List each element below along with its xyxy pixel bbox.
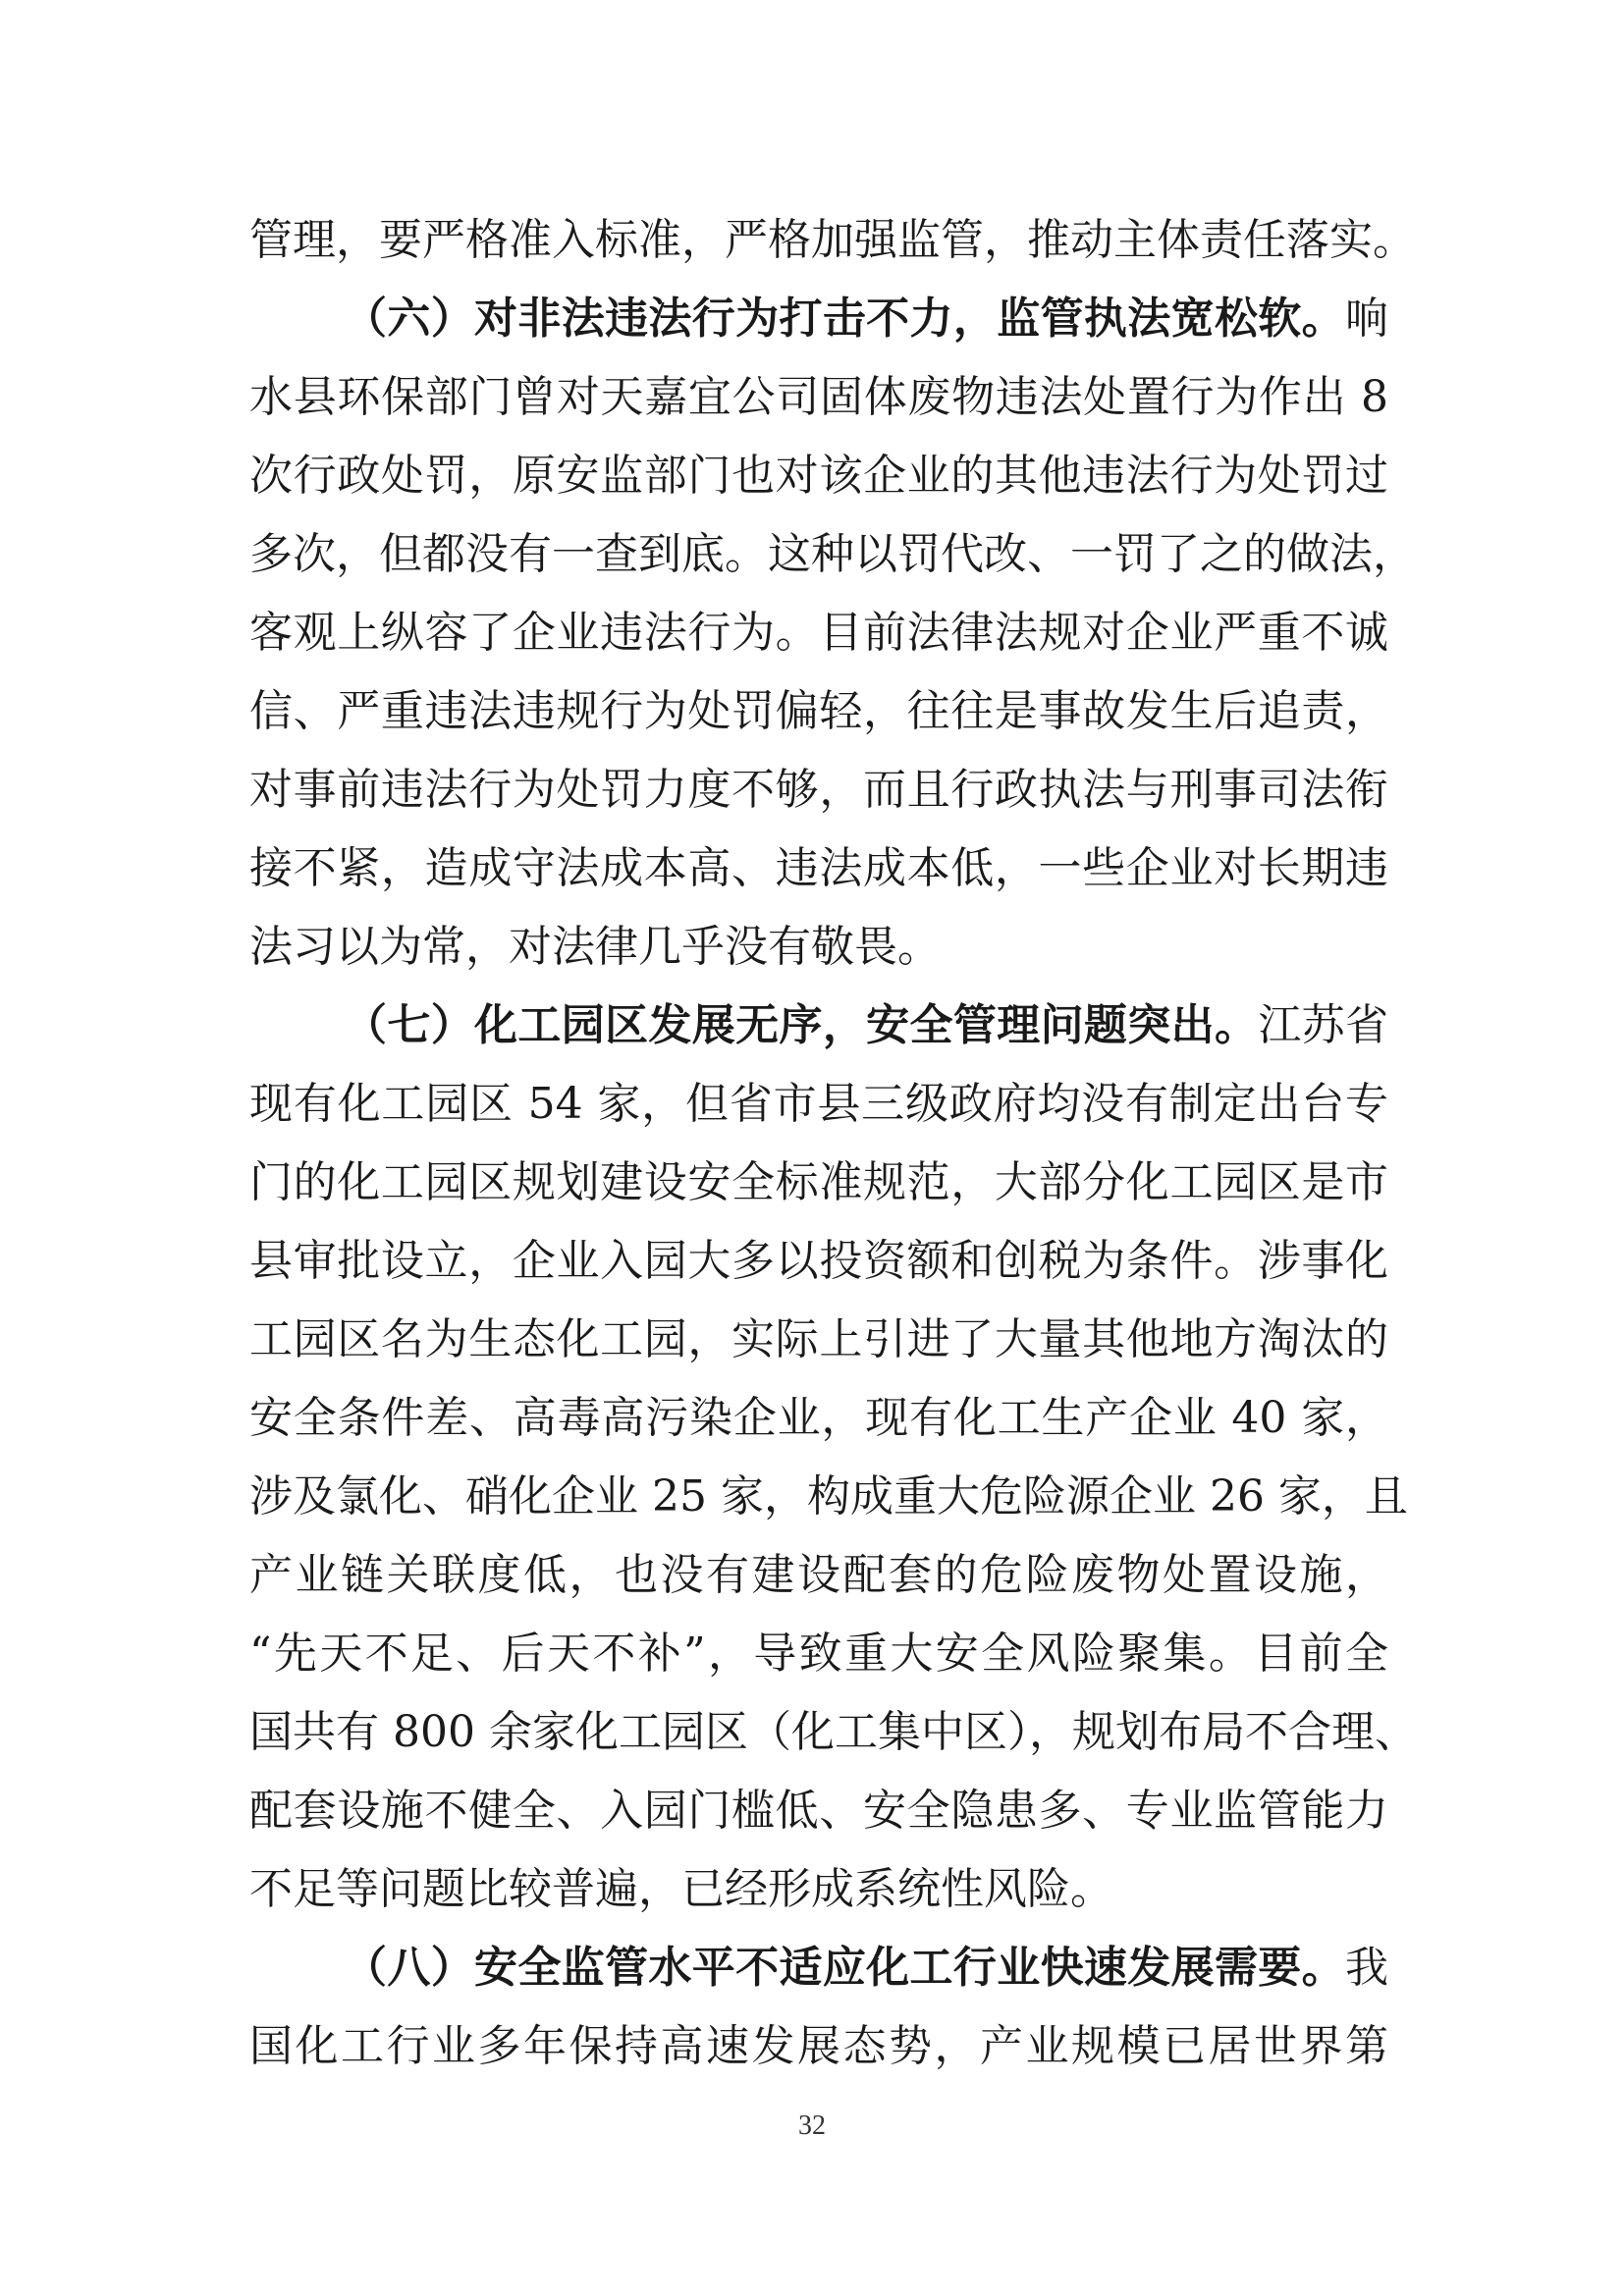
text-line: 次行政处罚，原安监部门也对该企业的其他违法行为处罚过 [249, 451, 1388, 501]
section-heading-line [249, 1929, 1388, 2007]
page-number: 32 [798, 2110, 826, 2141]
text-line: 工园区名为生态化工园，实际上引进了大量其他地方淘汰的 [249, 1314, 1388, 1364]
text-line: 产业链关联度低，也没有建设配套的危险废物处置设施， [249, 1550, 1388, 1600]
text-line: 国共有 800 余家化工园区（化工集中区），规划布局不合理、 [249, 1707, 1418, 1757]
text-line: 涉及氯化、硝化企业 25 家，构成重大危险源企业 26 家，且 [249, 1471, 1408, 1522]
text-line: 多次，但都没有一查到底。这种以罚代改、一罚了之的做法， [249, 529, 1416, 579]
text-line: 门的化工园区规划建设安全标准规范，大部分化工园区是市 [249, 1157, 1388, 1207]
text-line: 接不紧，造成守法成本高、违法成本低，一些企业对长期违 [249, 843, 1388, 893]
section-heading: （七）化工园区发展无序，安全管理问题突出。 [344, 1000, 1259, 1050]
text-line: 对事前违法行为处罚力度不够，而且行政执法与刑事司法衔 [249, 765, 1388, 815]
text-line: 信、严重违法违规行为处罚偏轻，往往是事故发生后追责， [249, 686, 1388, 736]
text-line: 法习以为常，对法律几乎没有敬畏。 [249, 922, 941, 972]
text-line: 配套设施不健全、入园门槛低、安全隐患多、专业监管能力 [249, 1786, 1388, 1836]
text-line: 现有化工园区 54 家，但省市县三级政府均没有制定出台专 [249, 1079, 1388, 1129]
paragraph-text: 响 [1345, 294, 1388, 344]
text-line: 安全条件差、高毒高污染企业，现有化工生产企业 40 家， [249, 1393, 1388, 1443]
section-heading-line [249, 987, 1388, 1065]
section-heading-line [249, 280, 1388, 358]
text-line: 县审批设立，企业入园大多以投资额和创税为条件。涉事化 [249, 1236, 1388, 1286]
paragraph-text: 我 [1345, 1943, 1388, 1993]
paragraph-text: 江苏省 [1258, 1000, 1389, 1050]
section-heading: （八）安全监管水平不适应化工行业快速发展需要。 [344, 1943, 1345, 1993]
text-line: 客观上纵容了企业违法行为。目前法律法规对企业严重不诚 [249, 608, 1388, 658]
text-line: 管理，要严格准入标准，严格加强监管，推动主体责任落实。 [249, 215, 1416, 265]
text-line: 水县环保部门曾对天嘉宜公司固体废物违法处置行为作出 8 [249, 372, 1388, 422]
text-line: “先天不足、后天不补”，导致重大安全风险聚集。目前全 [249, 1629, 1388, 1679]
text-line: 不足等问题比较普遍，已经形成系统性风险。 [249, 1864, 1113, 1914]
text-line: 国化工行业多年保持高速发展态势，产业规模已居世界第 [249, 2021, 1388, 2071]
document-body [249, 201, 1418, 2086]
section-heading: （六）对非法违法行为打击不力，监管执法宽松软。 [344, 294, 1345, 344]
